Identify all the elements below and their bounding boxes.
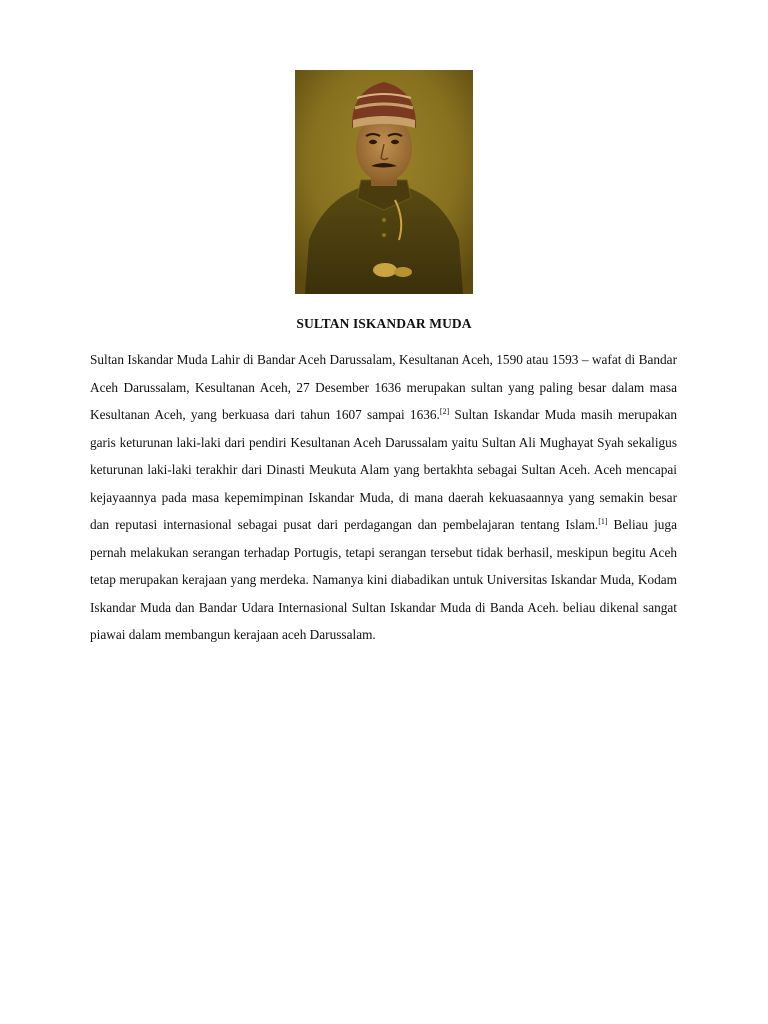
citation-ref-1[interactable]: [1]	[598, 517, 608, 526]
document-title: SULTAN ISKANDAR MUDA	[296, 316, 472, 331]
paragraph-segment-1: Sultan Iskandar Muda Lahir di Bandar Aceh Darussalam, Kesultanan Aceh, 1590 atau 1593 – wafat di Bandar Aceh Darussalam, Kesultanan Aceh, 27 Desember 1636 merupakan sultan yang paling besar dalam masa Kesultanan Aceh, yang berkuasa dari tahun 1607 sampai 1636.	[90, 352, 677, 422]
paragraph-segment-2: Sultan Iskandar Muda masih merupakan garis keturunan laki-laki dari pendiri Kesultanan Aceh Darussalam yaitu Sultan Ali Mughayat Syah sekaligus keturunan laki-laki terakhir dari Dinasti Meukuta Alam yang bertakhta sebagai Sultan Aceh. Aceh mencapai kejayaannya pada masa kepemimpinan Iskandar Muda, di mana daerah kekuasaannya yang semakin besar dan reputasi internasional sebagai pusat dari perdagangan dan pembelajaran tentang Islam.	[90, 407, 677, 532]
paragraph-segment-3: Beliau juga pernah melakukan serangan terhadap Portugis, tetapi serangan tersebut tidak berhasil, meskipun begitu Aceh tetap merupakan kerajaan yang merdeka. Namanya kini diabadikan untuk Universitas Iskandar Muda, Kodam Iskandar Muda dan Bandar Udara Internasional Sultan Iskandar Muda di Banda Aceh. beliau dikenal sangat piawai dalam membangun kerajaan aceh Darussalam.	[90, 517, 677, 642]
citation-ref-2[interactable]: [2]	[439, 407, 450, 416]
portrait-painting	[295, 70, 473, 294]
portrait-image	[295, 70, 473, 294]
body-paragraph	[90, 346, 677, 649]
